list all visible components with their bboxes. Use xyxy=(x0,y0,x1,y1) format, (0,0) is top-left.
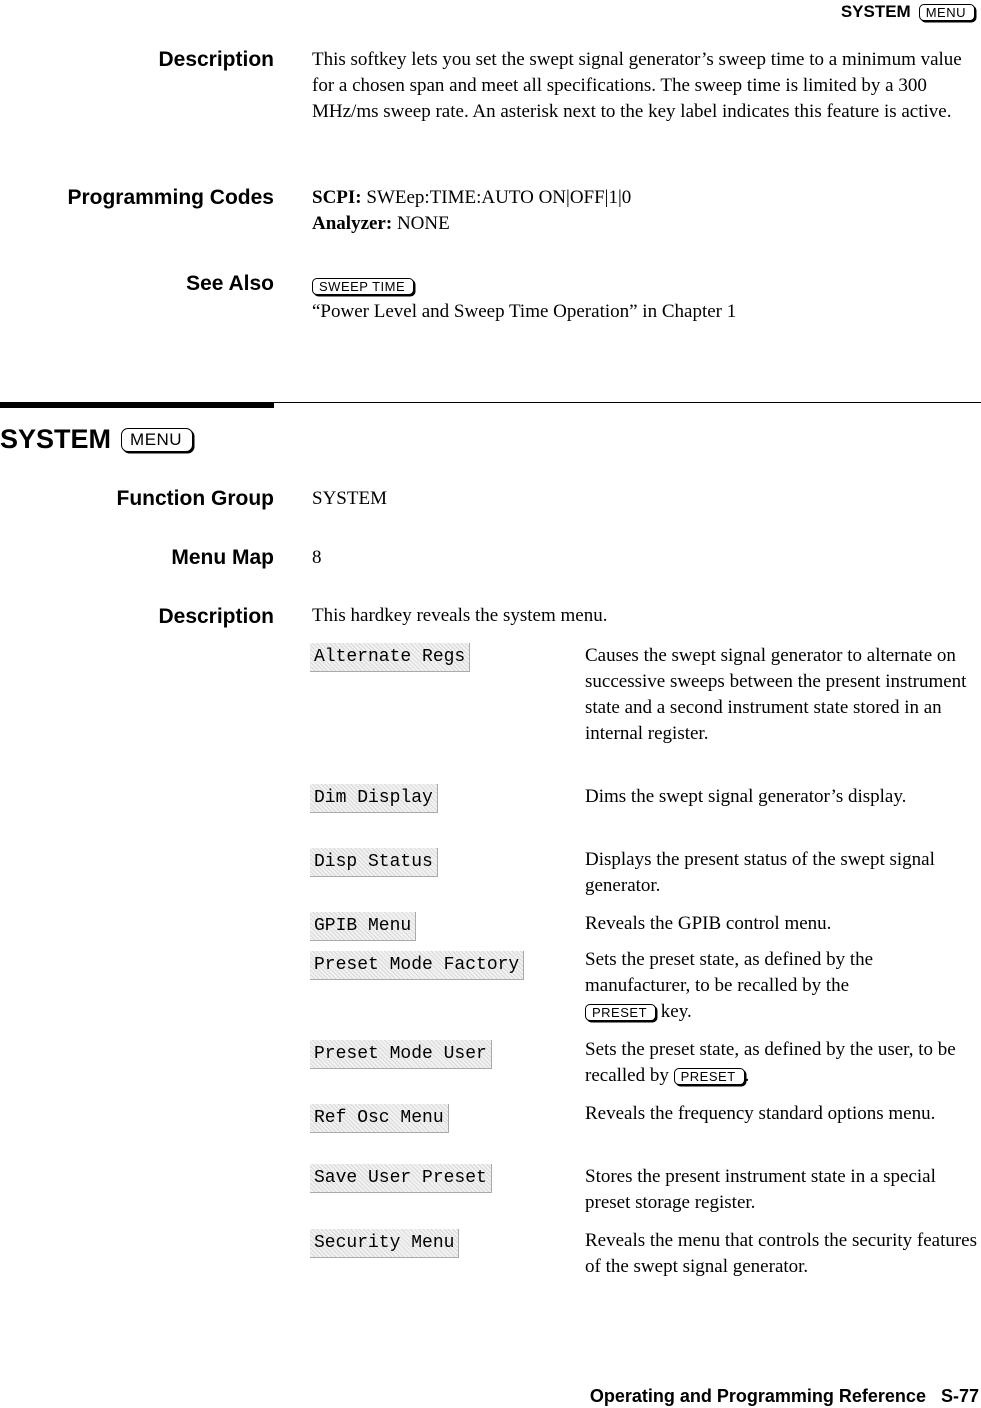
prev-description-label: Description xyxy=(158,48,274,71)
desc-text: Sets the preset state, as defined by the user, to be recalled by xyxy=(585,1039,956,1086)
page-number: S-77 xyxy=(940,1386,979,1406)
desc-text-end: . xyxy=(744,1065,750,1086)
section-title-menu-key: MENU xyxy=(121,428,193,452)
analyzer-line xyxy=(312,211,977,237)
softkey-desc-preset-mode-factory xyxy=(585,947,977,1025)
section-title xyxy=(0,424,193,455)
page-footer xyxy=(590,1386,979,1407)
running-header-title: SYSTEM xyxy=(840,2,911,21)
softkey-desc-preset-mode-user xyxy=(585,1037,977,1089)
softkey-security-menu: Security Menu xyxy=(310,1229,459,1258)
softkey-desc-dim-display: Dims the swept signal generator’s display. xyxy=(585,786,907,807)
softkey-preset-mode-factory: Preset Mode Factory xyxy=(310,951,524,980)
softkey-desc-save-user-preset: Stores the present instrument state in a special preset storage register. xyxy=(585,1166,936,1213)
softkey-disp-status: Disp Status xyxy=(310,848,438,877)
see-also-label: See Also xyxy=(186,272,274,295)
see-also-content xyxy=(312,273,977,325)
running-header xyxy=(841,0,975,24)
desc-text: Sets the preset state, as defined by the manufacturer, to be recalled by the xyxy=(585,949,874,996)
description-text: This hardkey reveals the system menu. xyxy=(312,605,608,626)
softkey-gpib-menu: GPIB Menu xyxy=(310,912,416,941)
programming-codes xyxy=(312,185,977,237)
softkey-desc-alternate-regs: Causes the swept signal generator to alternate on successive sweeps between the present instrument state and a second instrument state stored in an internal register. xyxy=(585,645,967,744)
scpi-label: SCPI: xyxy=(312,187,362,208)
scpi-line xyxy=(312,185,977,211)
softkey-dim-display: Dim Display xyxy=(310,784,438,813)
preset-key: PRESET xyxy=(674,1068,745,1085)
section-title-text: SYSTEM xyxy=(0,424,112,454)
programming-codes-label: Programming Codes xyxy=(67,186,274,209)
preset-key: PRESET xyxy=(585,1004,656,1021)
softkey-save-user-preset: Save User Preset xyxy=(310,1164,492,1193)
analyzer-value: NONE xyxy=(396,213,450,234)
softkey-desc-gpib-menu: Reveals the GPIB control menu. xyxy=(585,913,832,934)
function-group-label: Function Group xyxy=(116,487,274,510)
softkey-alternate-regs: Alternate Regs xyxy=(310,643,470,672)
analyzer-label: Analyzer: xyxy=(312,213,393,234)
softkey-preset-mode-user: Preset Mode User xyxy=(310,1040,492,1069)
scpi-value: SWEep:TIME:AUTO ON|OFF|1|0 xyxy=(366,187,632,208)
footer-text: Operating and Programming Reference xyxy=(589,1386,926,1406)
softkey-desc-ref-osc-menu: Reveals the frequency standard options menu. xyxy=(585,1103,936,1124)
softkey-ref-osc-menu: Ref Osc Menu xyxy=(310,1104,449,1133)
description-label: Description xyxy=(158,605,274,628)
see-also-reference: “Power Level and Sweep Time Operation” in Chapter 1 xyxy=(312,301,737,322)
function-group-value: SYSTEM xyxy=(312,488,387,509)
softkey-desc-disp-status: Displays the present status of the swept signal generator. xyxy=(585,849,935,896)
prev-description-text: This softkey lets you set the swept signal generator’s sweep time to a minimum value for a chosen span and meet all specifications. The sweep time is limited by a 300 MHz/ms sweep rate. An asterisk next to the key label indicates this feature is active. xyxy=(312,49,962,122)
desc-text-end: key. xyxy=(656,1001,692,1022)
section-divider-bar xyxy=(0,402,274,408)
running-header-menu-key: MENU xyxy=(919,4,975,21)
menu-map-label: Menu Map xyxy=(171,546,274,569)
softkey-desc-security-menu: Reveals the menu that controls the security features of the swept signal generator. xyxy=(585,1230,978,1277)
sweep-time-key: SWEEP TIME xyxy=(312,278,414,295)
menu-map-value: 8 xyxy=(312,547,322,568)
